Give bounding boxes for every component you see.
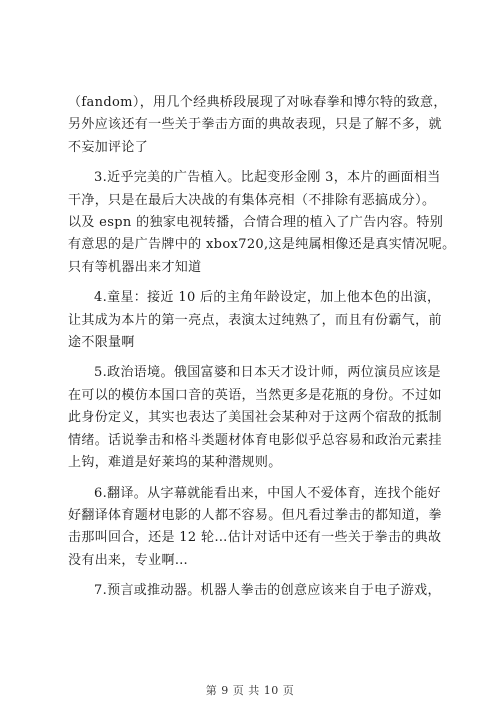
text-line: 只有等机器出来才知道 (68, 259, 202, 275)
paragraph-translation (68, 483, 440, 573)
text-line: 6.翻译。从字幕就能看出来，中国人不爱体育，连找个能好 (94, 485, 441, 501)
text-line: 另外应该还有一些关于拳击方面的典故表现，只是了解不多，就 (68, 117, 442, 133)
paragraph-child-star (68, 287, 440, 354)
paragraph-prophecy (68, 580, 440, 602)
text-line: 4.童星：接近 10 后的主角年龄设定，加上他本色的出演， (94, 290, 441, 306)
paragraph-ad-placement (68, 167, 456, 279)
paragraph-fandom (68, 92, 447, 159)
text-line: 5.政治语境。俄国富婆和日本天才设计师，两位演员应该是 (94, 365, 441, 381)
text-line: （fandom），用几个经典桥段展现了对咏春拳和博尔特的致意， (68, 95, 447, 110)
text-line: 情绪。话说拳击和格斗类题材体育电影似乎总容易和政治元素挂 (68, 432, 442, 448)
text-line: 击那叫回合，还是 12 轮…估计对话中还有一些关于拳击的典故 (68, 530, 442, 546)
text-line: 上钩，难道是好莱坞的某种潜规则。 (68, 455, 282, 471)
text-line: 没有出来，专业啊… (68, 552, 189, 568)
text-line: 3.近乎完美的广告植入。比起变形金刚 3，本片的画面相当 (94, 170, 441, 186)
text-line: 干净，只是在最后大决战的有集体亮相（不排除有恶搞成分）。 (68, 192, 436, 208)
text-line: 以及 espn 的独家电视转播，合情合理的植入了广告内容。特别 (68, 215, 444, 231)
text-line: 7.预言或推动器。机器人拳击的创意应该来自于电子游戏， (94, 583, 441, 599)
document-body (68, 92, 456, 611)
text-line: 此身份定义，其实也表达了美国社会某种对于这两个宿敌的抵制 (68, 410, 442, 426)
text-line: 好翻译体育题材电影的人都不容易。但凡看过拳击的都知道，拳 (68, 507, 442, 523)
text-line: 有意思的是广告牌中的 xbox720,这是纯属相像还是真实情况呢。 (68, 237, 456, 253)
page-number-footer: 第 9 页 共 10 页 (205, 684, 295, 697)
text-line: 不妄加评论了 (68, 139, 149, 155)
paragraph-political-context (68, 362, 440, 474)
text-line: 在可以的模仿本国口音的英语，当然更多是花瓶的身份。不过如 (68, 387, 442, 403)
text-line: 让其成为本片的第一亮点，表演太过纯熟了，而且有份霸气，前 (68, 312, 442, 328)
text-line: 途不限量啊 (68, 335, 135, 351)
